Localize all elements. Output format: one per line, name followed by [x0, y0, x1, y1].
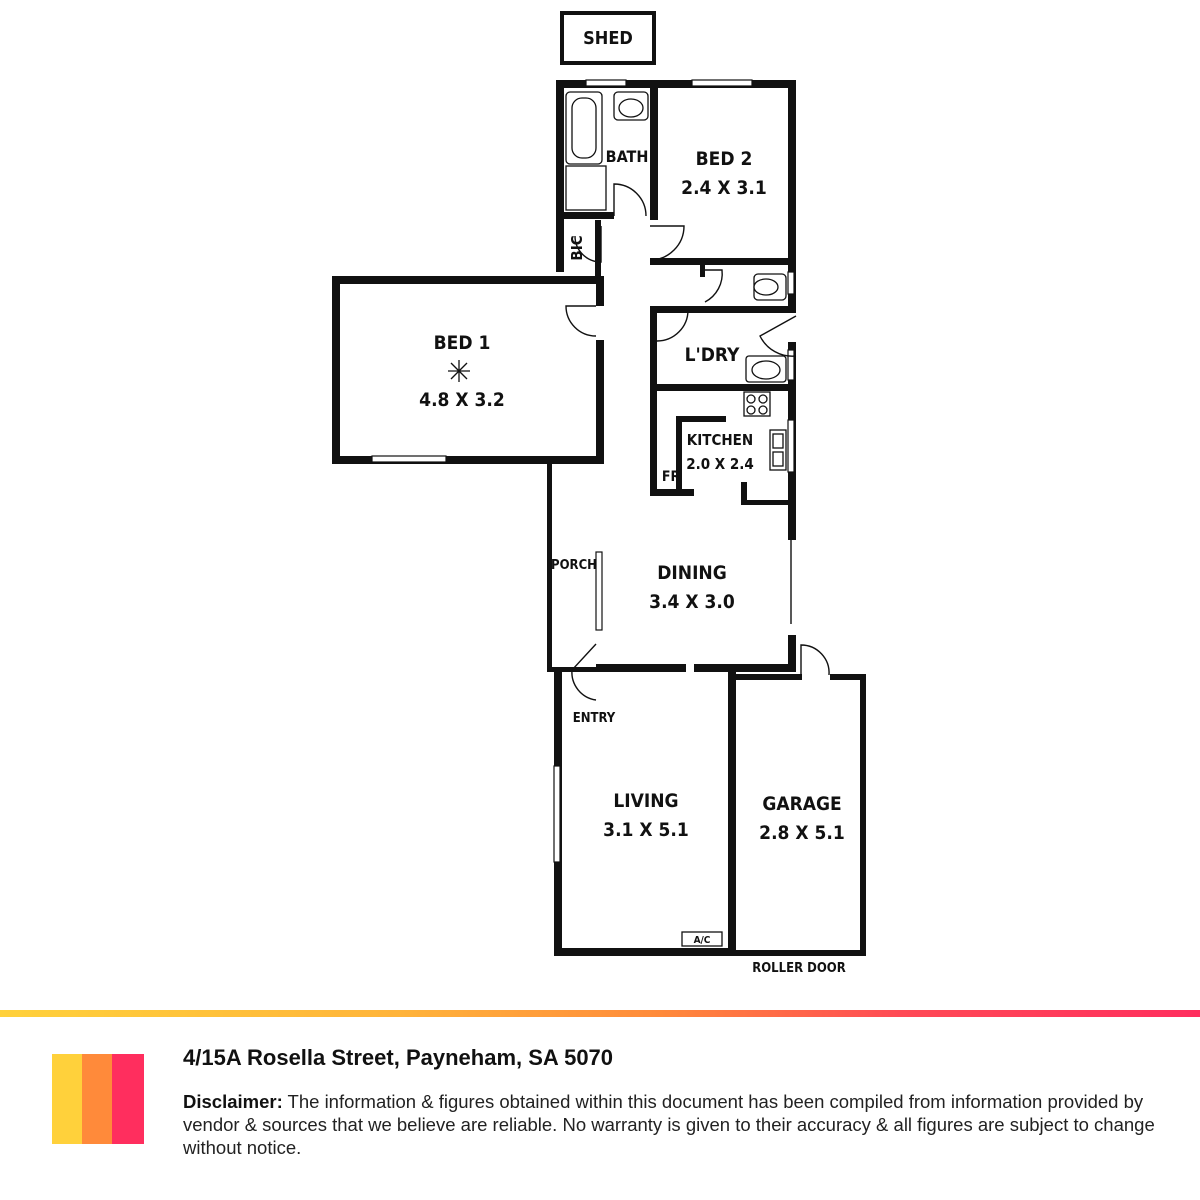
living-label: LIVING: [613, 790, 679, 812]
laundry-label: L'DRY: [684, 344, 740, 366]
bed2-label: BED 2: [695, 148, 753, 170]
bic-label: BIC: [568, 235, 586, 261]
kitchen-size: 2.0 X 2.4: [686, 455, 754, 473]
logo-bar-orange: [82, 1054, 116, 1144]
logo-bar-pink: [112, 1054, 144, 1144]
ceiling-fan-icon: [448, 360, 470, 382]
entry-label: ENTRY: [572, 711, 616, 726]
shed-label: SHED: [583, 28, 633, 49]
aircon-label: A/C: [693, 935, 711, 946]
property-address: 4/15A Rosella Street, Payneham, SA 5070: [183, 1045, 614, 1070]
disclaimer-label: Disclaimer:: [183, 1091, 283, 1112]
footer-divider: [0, 1010, 1200, 1017]
porch-label: PORCH: [551, 558, 597, 573]
bed1-label: BED 1: [433, 332, 491, 354]
garage-label: GARAGE: [762, 793, 842, 815]
bath-label: BATH: [605, 147, 649, 166]
shower: [566, 166, 606, 210]
bed1-size: 4.8 X 3.2: [419, 389, 505, 411]
logo-bar-yellow: [52, 1054, 86, 1144]
disclaimer: [183, 1090, 1173, 1159]
roller-door-label: ROLLER DOOR: [752, 961, 846, 976]
brand-logo: [52, 1054, 144, 1144]
disclaimer-text: The information & figures obtained within this document has been compiled from information provided by vendor & sources that we believe are reliable. No warranty is given to their accuracy & all figures are subject to change without notice.: [183, 1091, 1155, 1158]
fridge-label: FR: [661, 469, 681, 485]
garage-size: 2.8 X 5.1: [759, 822, 845, 844]
kitchen-label: KITCHEN: [686, 431, 754, 449]
bed2-size: 2.4 X 3.1: [681, 177, 767, 199]
living-size: 3.1 X 5.1: [603, 819, 689, 841]
dining-label: DINING: [657, 562, 727, 584]
dining-size: 3.4 X 3.0: [649, 591, 735, 613]
